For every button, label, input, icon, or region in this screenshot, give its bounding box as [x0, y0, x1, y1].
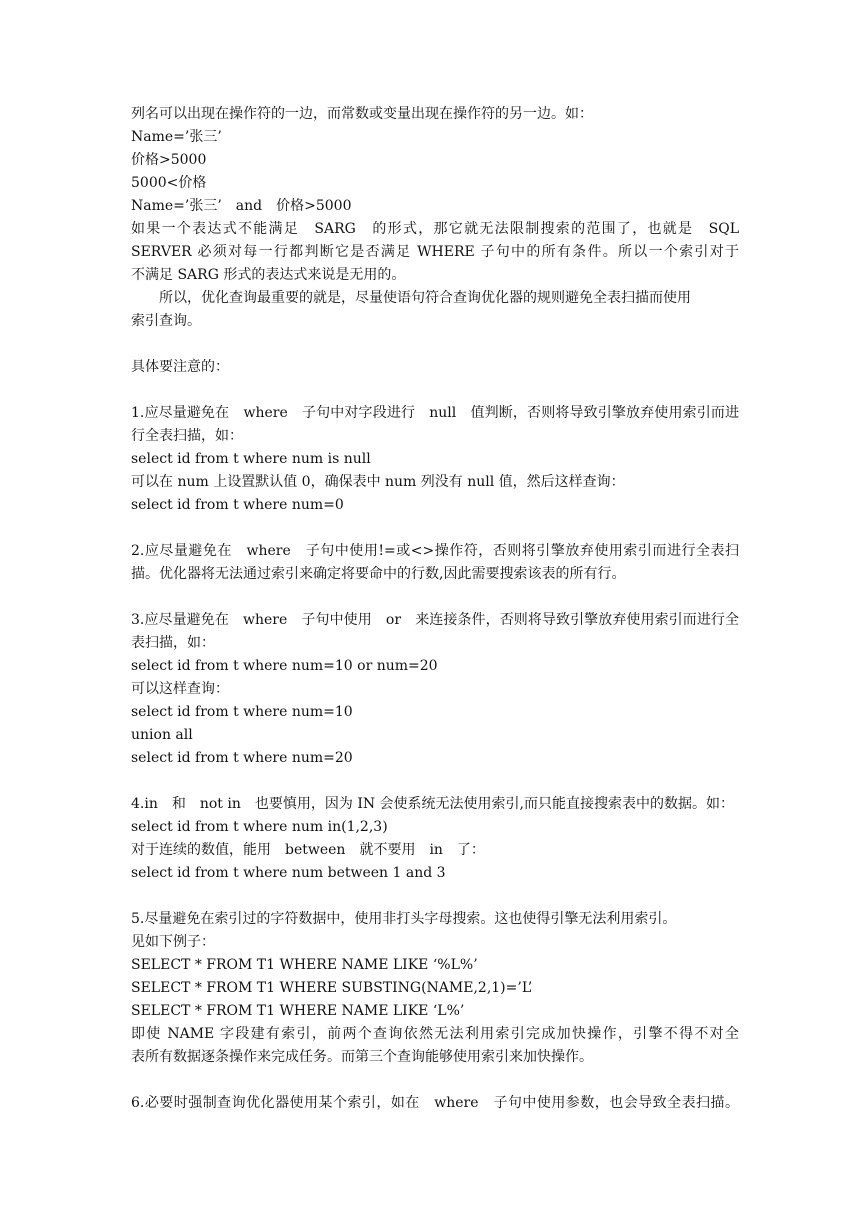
text-line: 不满足 SARG 形式的表达式来说是无用的。 [131, 267, 406, 283]
blank-line [131, 333, 739, 356]
text-line: 6.必要时强制查询优化器使用某个索引，如在 where 子句中使用参数，也会导致全表扫描。 [131, 1095, 739, 1111]
text-line: 如果一个表达式不能满足 SARG 的形式，那它就无法限制搜索的范围了，也就是 SQL [131, 221, 739, 237]
text-line: 1.应尽量避免在 where 子句中对字段进行 null 值判断，否则将导致引擎放弃使用索引而进 [131, 405, 739, 421]
document-body [131, 103, 739, 1115]
text-line: 2.应尽量避免在 where 子句中使用!=或<>操作符，否则将引擎放弃使用索引而进行全表扫 [131, 543, 739, 559]
blank-line [131, 379, 739, 402]
text-line: select id from t where num between 1 and 3 [131, 865, 446, 881]
text-line: 可以这样查询： [131, 681, 229, 697]
text-line: select id from t where num=0 [131, 497, 344, 513]
text-line: 5000<价格 [131, 175, 207, 191]
text-line: 索引查询。 [131, 313, 201, 329]
text-line: 所以，优化查询最重要的就是，尽量使语句符合查询优化器的规则避免全表扫描而使用 [159, 290, 691, 306]
text-line: select id from t where num=10 [131, 704, 353, 720]
text-line: SELECT * FROM T1 WHERE NAME LIKE ‘%L%’ [131, 957, 478, 973]
text-line: 见如下例子： [131, 934, 215, 950]
text-line: 对于连续的数值，能用 between 就不要用 in 了： [131, 842, 485, 858]
text-line: 列名可以出现在操作符的一边，而常数或变量出现在操作符的另一边。如： [131, 106, 593, 122]
text-line: SERVER 必须对每一行都判断它是否满足 WHERE 子句中的所有条件。所以一个索引对于 [131, 244, 739, 260]
blank-line [131, 1069, 739, 1092]
text-line: SELECT * FROM T1 WHERE SUBSTING(NAME,2,1)=’L’ [131, 980, 533, 996]
text-line: select id from t where num is null [131, 451, 371, 467]
text-line: 行全表扫描，如： [131, 428, 243, 444]
text-line: 具体要注意的： [131, 359, 229, 375]
text-line: 表所有数据逐条操作来完成任务。而第三个查询能够使用索引来加快操作。 [131, 1049, 593, 1065]
text-line: 可以在 num 上设置默认值 0，确保表中 num 列没有 null 值，然后这样查询： [131, 474, 625, 490]
text-line: 即使 NAME 字段建有索引，前两个查询依然无法利用索引完成加快操作，引擎不得不对全 [131, 1026, 739, 1042]
blank-line [131, 586, 739, 609]
text-line: 表扫描，如： [131, 635, 215, 651]
blank-line [131, 770, 739, 793]
text-line: union all [131, 727, 193, 743]
text-line: 5.尽量避免在索引过的字符数据中，使用非打头字母搜索。这也使得引擎无法利用索引。 [131, 911, 677, 927]
text-line: 4.in 和 not in 也要慎用，因为 IN 会使系统无法使用索引,而只能直接搜索表中的数据。如： [131, 796, 734, 812]
document-page [131, 103, 739, 1115]
text-line: SELECT * FROM T1 WHERE NAME LIKE ‘L%’ [131, 1003, 465, 1019]
text-line: 3.应尽量避免在 where 子句中使用 or 来连接条件，否则将导致引擎放弃使用索引而进行全 [131, 612, 739, 628]
blank-line [131, 885, 739, 908]
text-line: select id from t where num in(1,2,3) [131, 819, 388, 835]
text-line: Name=’张三’ [131, 129, 222, 145]
blank-line [131, 517, 739, 540]
text-line: Name=’张三’ and 价格>5000 [131, 198, 352, 214]
text-line: select id from t where num=10 or num=20 [131, 658, 438, 674]
text-line: select id from t where num=20 [131, 750, 353, 766]
text-line: 价格>5000 [131, 152, 207, 168]
text-line: 描。优化器将无法通过索引来确定将要命中的行数,因此需要搜索该表的所有行。 [131, 566, 626, 582]
